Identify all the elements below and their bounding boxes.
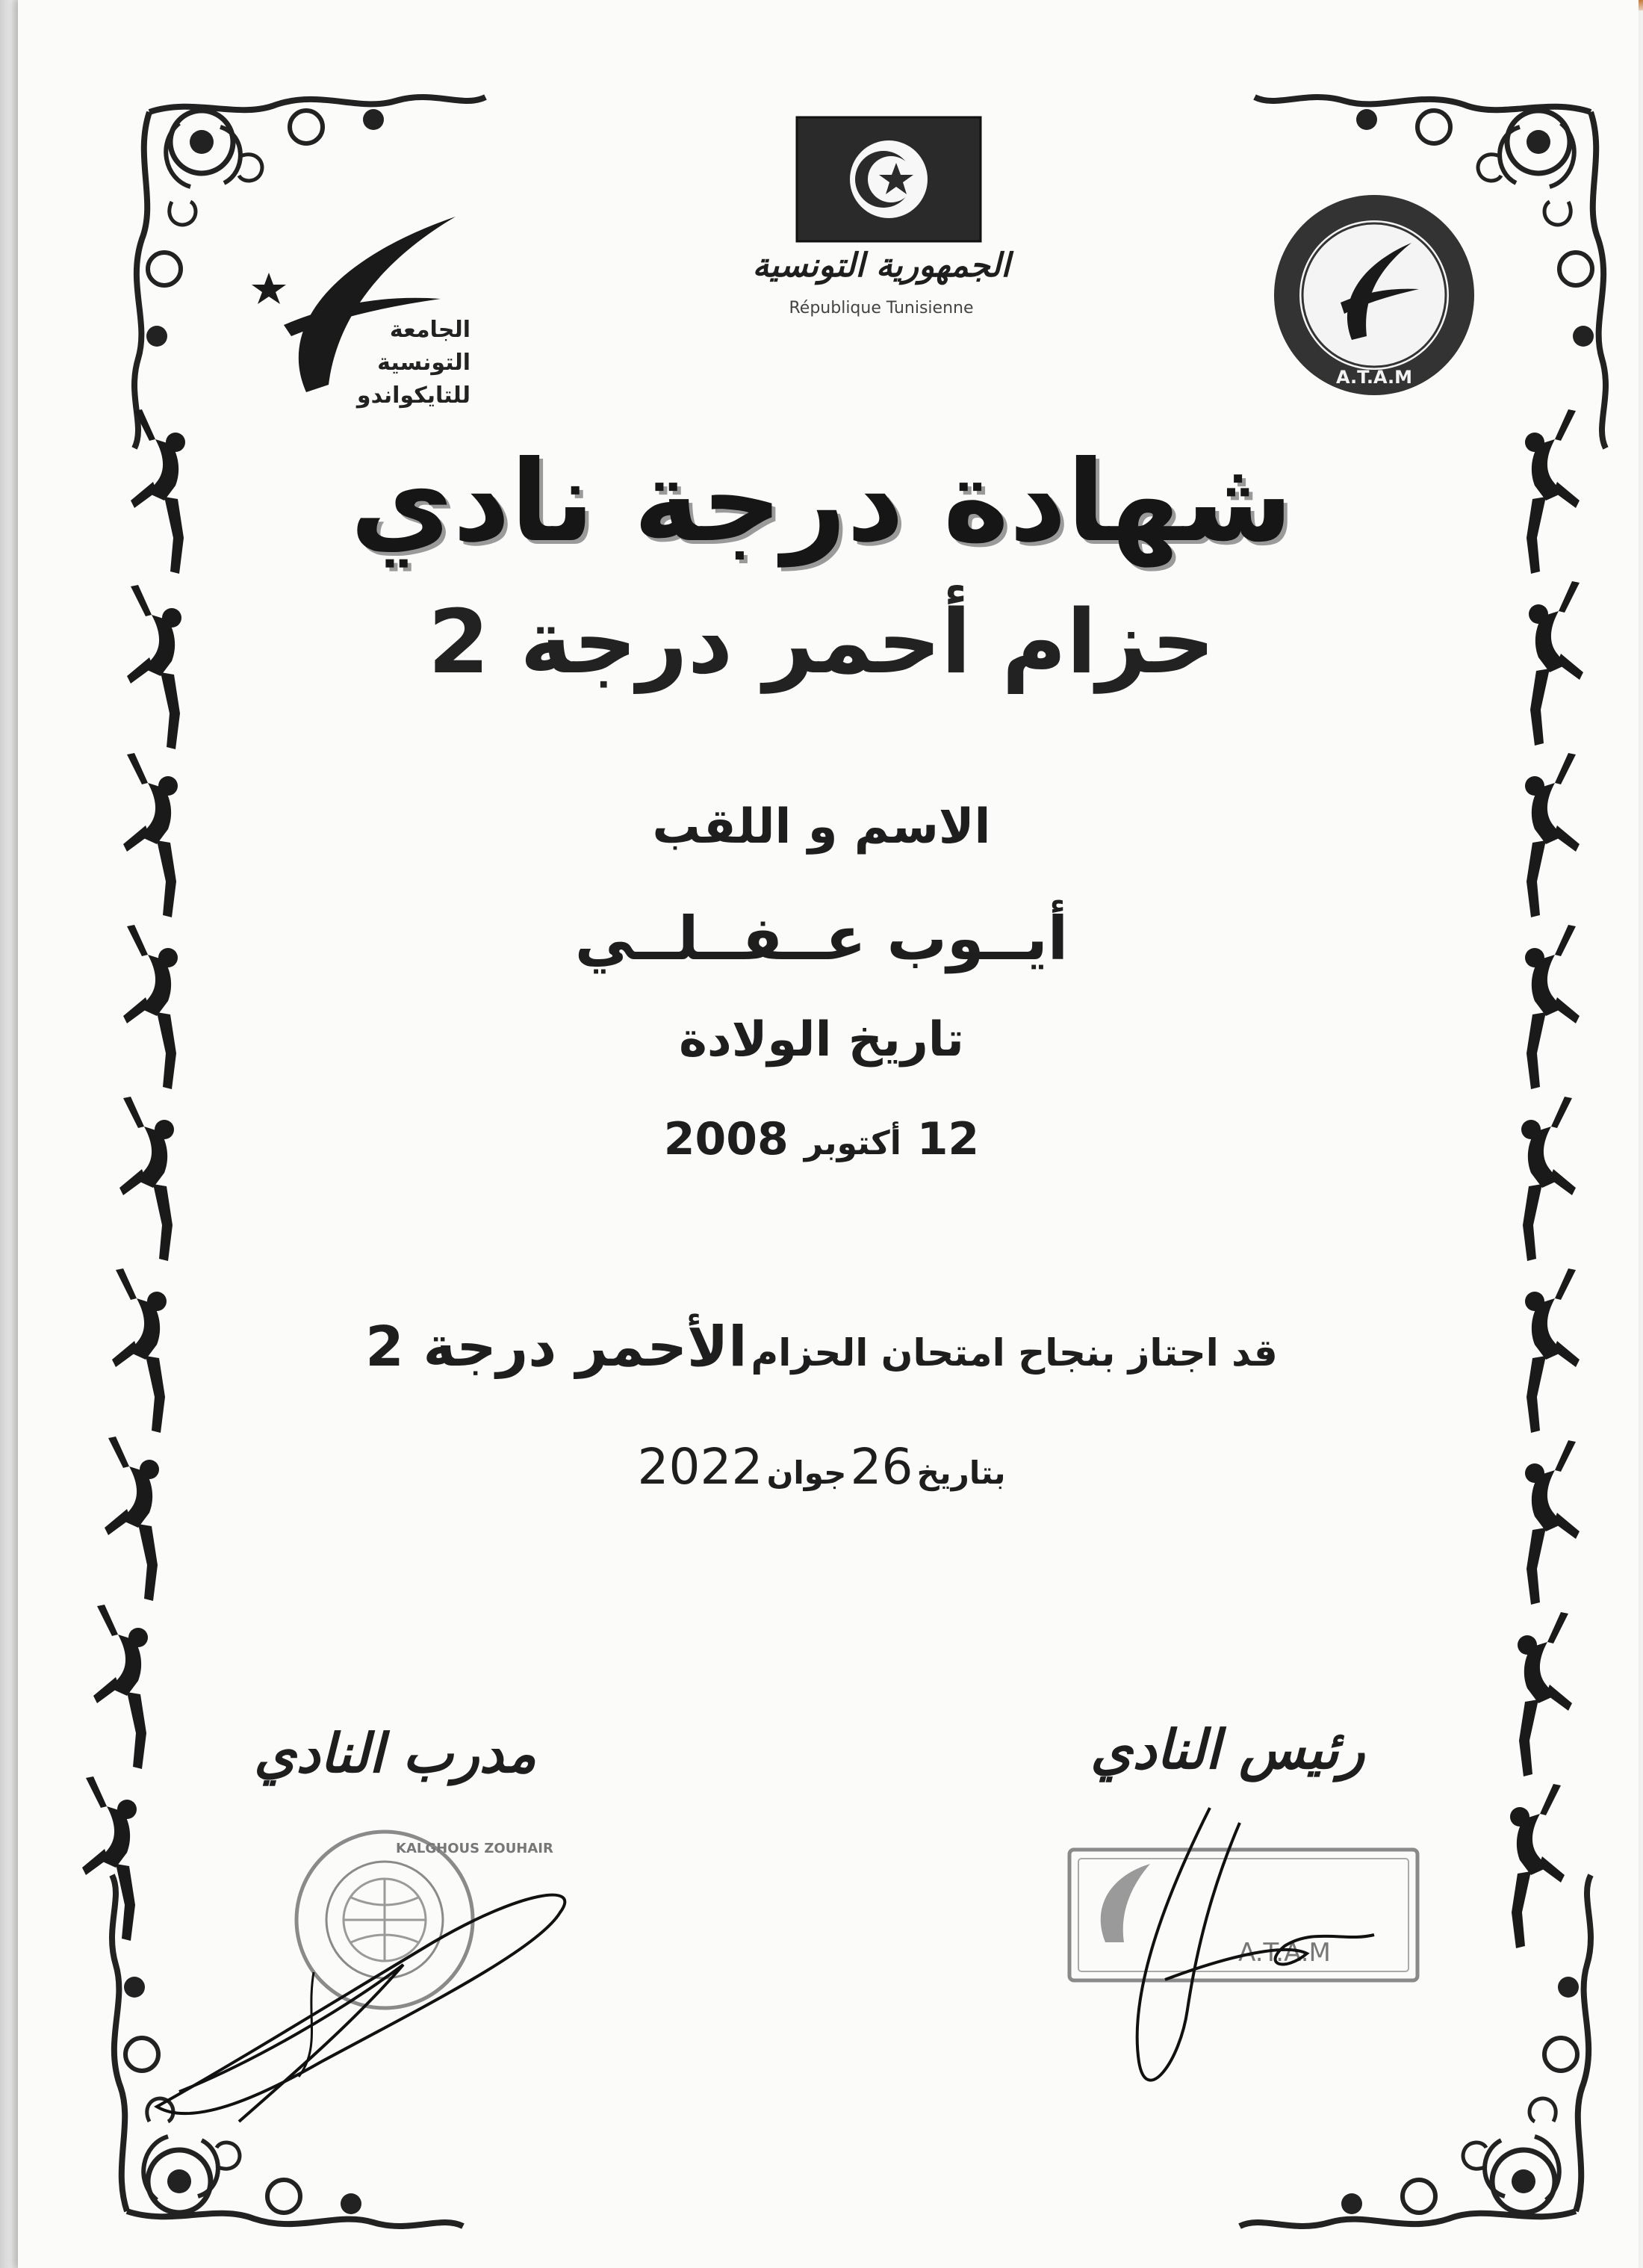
president-signature-title: رئيس النادي xyxy=(1090,1718,1365,1781)
date-day: 26 xyxy=(850,1438,913,1496)
birth-date-label: تاريخ الولادة xyxy=(679,1012,964,1068)
name-value: أيــوب عــفــلــي xyxy=(574,904,1069,973)
exam-passed-statement xyxy=(0,1315,1643,1379)
coach-stamp-signature xyxy=(134,1823,597,2151)
coach-signature-title: مدرب النادي xyxy=(254,1722,536,1785)
date-month: جوان xyxy=(766,1454,847,1491)
birth-date-value xyxy=(0,1113,1643,1165)
president-stamp-signature xyxy=(1060,1793,1434,2107)
federation-name xyxy=(340,314,470,412)
birth-month: أكتوبر xyxy=(804,1124,901,1162)
exam-date xyxy=(0,1438,1643,1496)
birth-day: 12 xyxy=(916,1113,980,1165)
republic-name-arabic: الجمهورية التونسية xyxy=(752,247,1010,285)
name-label: الاسم و اللقب xyxy=(652,799,991,855)
republic-name-french: République Tunisienne xyxy=(789,299,974,317)
birth-year: 2008 xyxy=(663,1113,789,1165)
certificate-subtitle: حزام أحمر درجة 2 xyxy=(428,590,1215,693)
certificate-title: شهادة درجة نادي xyxy=(350,437,1293,567)
club-logo-text: A.T.A.M xyxy=(1336,367,1412,388)
president-stamp-text: A.T.A.M xyxy=(1238,1938,1331,1968)
exam-passed-text: قد اجتاز بنجاح امتحان الحزام xyxy=(751,1331,1278,1375)
club-logo xyxy=(1270,190,1479,400)
coach-stamp-text: KALGHOUS ZOUHAIR xyxy=(396,1841,553,1856)
tunisia-flag xyxy=(795,116,982,243)
federation-name-line: للتايكواندو xyxy=(356,382,470,409)
date-year: 2022 xyxy=(637,1438,763,1496)
star-icon xyxy=(252,273,286,304)
exam-belt-grade: الأحمر درجة 2 xyxy=(365,1315,748,1379)
federation-name-line: التونسية xyxy=(377,350,470,376)
date-prefix: بتاريخ xyxy=(916,1454,1006,1491)
federation-name-line: الجامعة xyxy=(389,317,470,343)
